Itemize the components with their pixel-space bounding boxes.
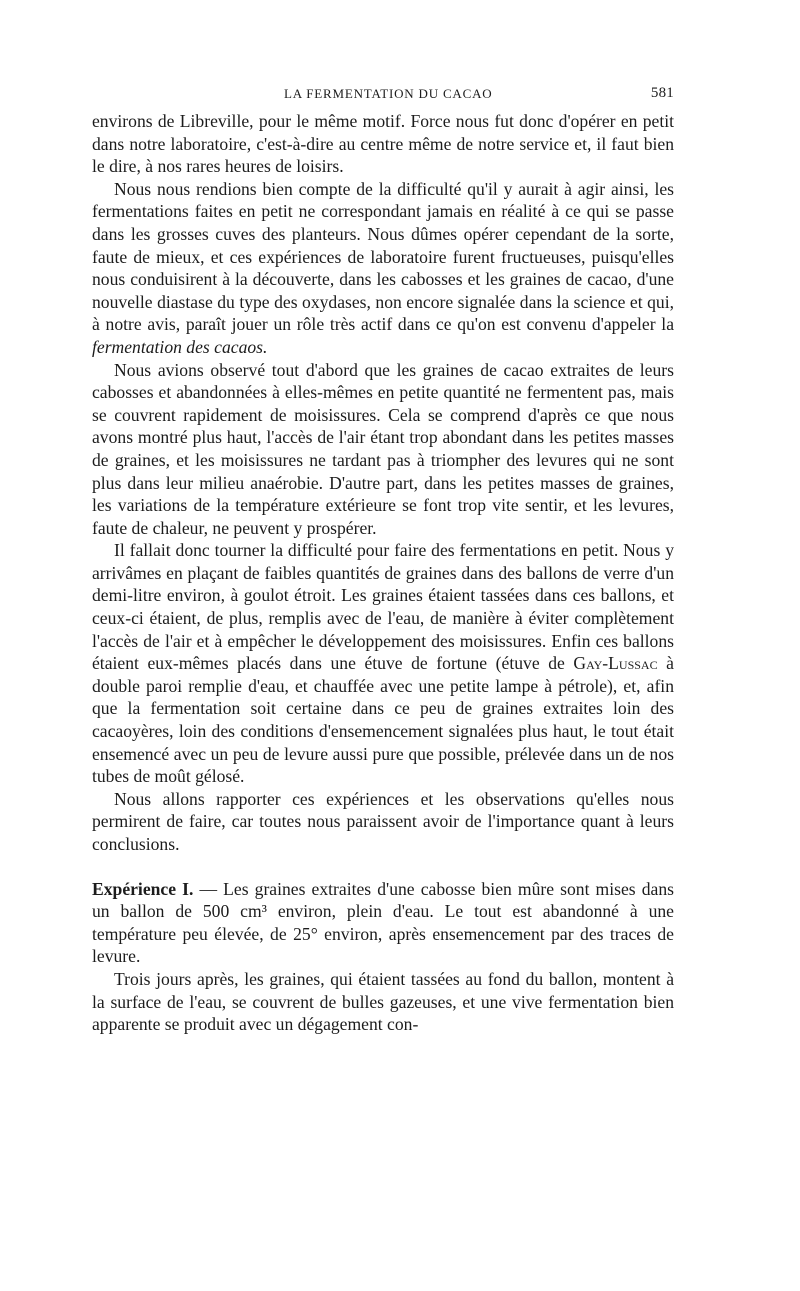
paragraph-text: Nous avions observé tout d'abord que les graines de cacao extraites de leurs cabosses et abandonnées à elles-mêmes en petite quantité ne fermentent pas, mais se couvrent rapidement de moisissures. Cela se comprend d'après ce que nous avons montré plus haut, l'accès de l'air étant trop abondant dans les petites masses de graines, et les moisissures ne tardant pas à triompher des levures qui ne sont plus dans leur milieu anaérobie. D'autre part, dans les petites masses de graines, les variations de la température extérieure se font trop vite sentir, et les levures, faute de chaleur, ne peuvent y prospérer. [92,359,674,538]
paragraph [92,968,674,1036]
paragraph-text: — Les graines extraites d'une cabosse bien mûre sont mises dans un ballon de 500 cm³ environ, plein d'eau. Le tout est abandonné à une température peu élevée, de 25° environ, après ensemencement par des traces de levure. [92,878,674,967]
italic-phrase: fermentation des cacaos. [92,336,268,357]
section-gap [92,856,674,878]
body-text [92,110,674,1036]
paragraph-text: Trois jours après, les graines, qui étaient tassées au fond du ballon, montent à la surface de l'eau, se couvrent de bulles gazeuses, et une vive fermentation bien apparente se produit avec un dégagement con- [92,968,674,1035]
author-name: Gay-Lussac [573,653,658,674]
paragraph-text: Nous nous rendions bien compte de la difficulté qu'il y aurait à agir ainsi, les fermentations faites en petit ne correspondant jamais en réalité à ce qui se passe dans les grosses cuves des planteurs. Nous dûmes opérer cependant de la sorte, faute de mieux, et ces expériences de laboratoire furent fructueuses, puisqu'elles nous conduisirent à la découverte, dans les cabosses et les graines de cacao, d'une nouvelle diastase du type des oxydases, non encore signalée dans la science et qui, à notre avis, paraît jouer un rôle très actif dans ce qu'on est convenu d'appeler la [92,178,674,335]
paragraph-text: Nous allons rapporter ces expériences et les observations qu'elles nous permirent de faire, car toutes nous paraissent avoir de l'importance quant à leurs conclusions. [92,788,674,854]
document-page [92,82,674,1036]
paragraph [92,539,674,788]
page-header [92,82,674,110]
paragraph [92,110,674,178]
page-number: 581 [650,85,674,101]
paragraph-text: environs de Libreville, pour le même motif. Force nous fut donc d'opérer en petit dans notre laboratoire, c'est-à-dire au centre même de notre service et, il faut bien le dire, à nos rares heures de loisirs. [92,111,674,177]
paragraph [92,788,674,856]
paragraph [92,178,674,359]
experiment-paragraph [92,878,674,968]
paragraph-text: Il fallait donc tourner la difficulté pour faire des fermentations en petit. Nous y arrivâmes en plaçant de faibles quantités de graines dans des ballons de verre d'un demi-litre environ, à goulot étroit. Les graines étaient tassées dans ces ballons, et ceux-ci étaient, de plus, remplis avec de l'eau, de manière à éviter complètement l'accès de l'air et à empêcher le développement des moisissures. Enfin ces ballons étaient eux-mêmes placés dans une étuve de fortune (étuve de [92,540,674,674]
paragraph [92,359,674,540]
paragraph-text: à double paroi remplie d'eau, et chauffée avec une petite lampe à pétrole), et, afin que la fermentation soit certaine dans ce peu de graines extraites loin des cacaoyères, loin des conditions d'ensemencement signalées plus haut, le tout était ensemencé avec un peu de levure aussi pure que possible, prélevée dans un de nos tubes de moût gélosé. [92,653,674,787]
running-title: LA FERMENTATION DU CACAO [284,86,493,101]
experiment-heading: Expérience I. [92,878,194,899]
